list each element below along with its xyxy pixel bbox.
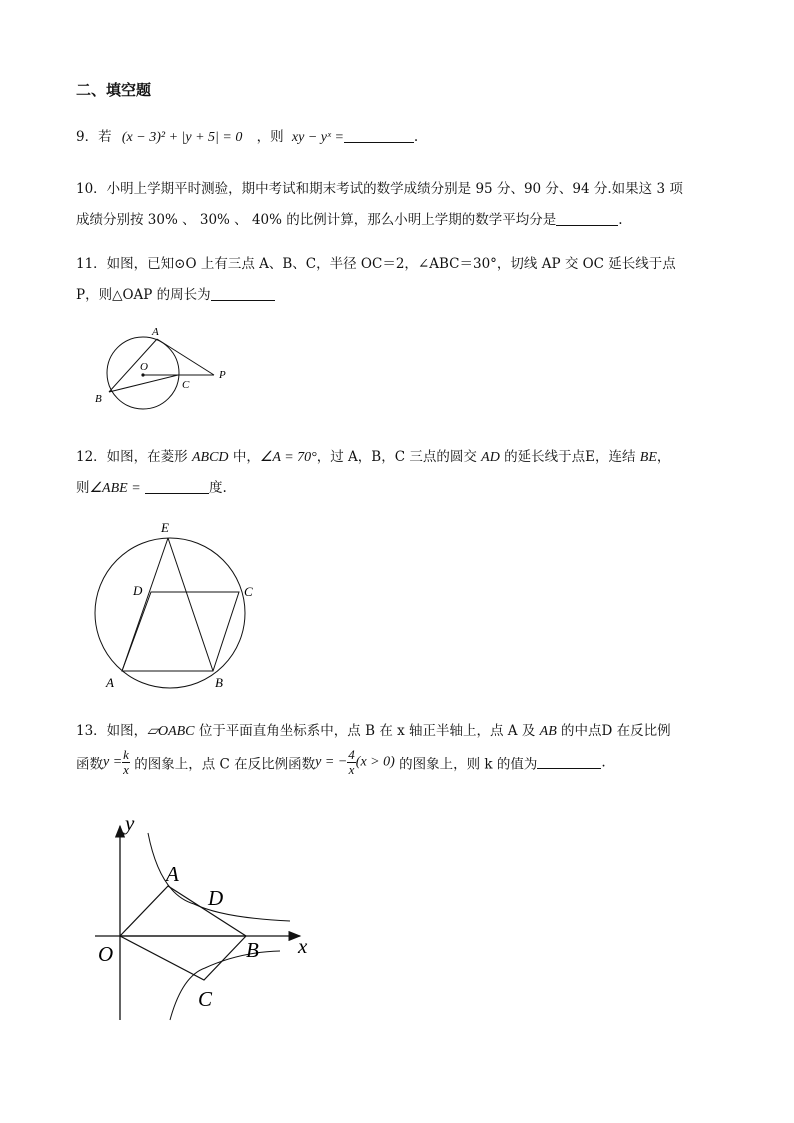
label-B: B xyxy=(215,675,223,690)
q12-text-b: 中， xyxy=(232,449,260,465)
label-O: O xyxy=(140,361,148,373)
label-C: C xyxy=(244,584,253,599)
question-9 xyxy=(76,125,418,146)
circle xyxy=(95,538,245,688)
label-P: P xyxy=(219,369,226,381)
question-number: 9． xyxy=(76,129,99,145)
q12-text-g: 度. xyxy=(208,480,227,496)
label-A: A xyxy=(152,326,159,338)
parallelogram-OABC xyxy=(120,886,246,980)
q12-text-c: ，过 A，B，C 三点的圆交 xyxy=(316,449,477,465)
figure-12-rhombus-circle xyxy=(88,515,268,695)
answer-blank[interactable] xyxy=(537,756,601,769)
q12-math-abe: ∠ABE = xyxy=(89,481,141,496)
q12-text-a: 12．如图，在菱形 xyxy=(76,449,188,465)
label-A: A xyxy=(106,675,114,690)
q13-math-ab: AB xyxy=(539,724,557,739)
label-O: O xyxy=(98,942,114,966)
label-A: A xyxy=(166,862,179,886)
circle xyxy=(107,337,179,409)
q9-expression-2: xy − yˣ = xyxy=(291,130,344,145)
q13-math-condition: (x > 0) xyxy=(355,754,395,770)
figure-11-circle-tangent xyxy=(90,320,250,410)
q13-math-y1: y = xyxy=(103,754,123,770)
q12-math-angle: ∠A = 70° xyxy=(259,450,317,465)
q13-math-y2: y = − xyxy=(315,754,348,770)
answer-blank[interactable] xyxy=(556,213,618,226)
axis-label-y: y xyxy=(125,811,135,835)
segment-BA xyxy=(109,339,157,392)
question-10-line-1: 10．小明上学期平时测验，期中考试和期末考试的数学成绩分别是 95 分、90 分、94 分.如果这 3 项 xyxy=(76,181,683,197)
answer-blank[interactable] xyxy=(211,288,275,301)
q10-end: . xyxy=(618,212,623,228)
curve-negative-4-over-x xyxy=(170,951,280,1020)
rhombus-ABCD xyxy=(122,592,239,671)
center-point xyxy=(141,373,144,376)
answer-blank[interactable] xyxy=(344,130,414,143)
q13-text-c: 的中点D 在反比例 xyxy=(561,723,671,739)
q13-text-f: 的图象上，则 k 的值为 xyxy=(399,756,538,773)
q9-expression: (x − 3)² + |y + 5| = 0 xyxy=(121,130,243,145)
q12-text-f: 则 xyxy=(76,480,90,496)
question-12-line-2 xyxy=(76,476,227,497)
question-13-line-2 xyxy=(76,748,606,777)
fraction-k-over-x xyxy=(122,748,130,777)
q9-end: . xyxy=(413,129,419,145)
question-12-line-1 xyxy=(76,445,670,466)
q13-end: . xyxy=(601,754,606,771)
q12-math-be: BE xyxy=(639,450,657,465)
q13-text-d: 函数 xyxy=(76,756,103,773)
tangent-AP xyxy=(157,339,214,375)
fraction-numerator: 4 xyxy=(348,747,355,762)
label-E: E xyxy=(161,520,169,535)
q9-pre: 若 xyxy=(98,129,112,145)
answer-blank[interactable] xyxy=(145,481,209,494)
q11-text: P，则△OAP 的周长为 xyxy=(76,287,211,303)
fraction-numerator: k xyxy=(123,747,129,762)
q13-text-e: 的图象上，点 C 在反比例函数 xyxy=(134,756,316,773)
segment-BC xyxy=(109,375,178,392)
label-C: C xyxy=(198,987,213,1011)
line-AE xyxy=(122,538,168,671)
label-B: B xyxy=(246,938,259,962)
q12-text-e: ， xyxy=(656,449,671,465)
question-11-line-1: 11．如图，已知⊙O 上有三点 A、B、C，半径 OC＝2，∠ABC＝30°，切线 AP 交 OC 延长线于点 xyxy=(76,256,676,272)
question-13-line-1 xyxy=(76,719,671,740)
q13-math-oabc: ▱OABC xyxy=(147,724,195,739)
q12-math-ad: AD xyxy=(481,450,500,465)
q13-text-b: 位于平面直角坐标系中，点 B 在 x 轴正半轴上，点 A 及 xyxy=(198,723,536,739)
label-D: D xyxy=(208,886,224,910)
q13-text-a: 13．如图， xyxy=(76,723,148,739)
fraction-denominator: x xyxy=(123,762,129,777)
question-11-line-2 xyxy=(76,283,275,303)
q10-text: 成绩分别按 30% 、 30% 、 40% 的比例计算，那么小明上学期的数学平均分是 xyxy=(76,212,557,228)
section-title: 二、填空题 xyxy=(76,81,152,99)
q9-mid: ，则 xyxy=(256,129,284,145)
label-D: D xyxy=(133,583,143,598)
label-B: B xyxy=(95,393,102,405)
q12-math-abcd: ABCD xyxy=(191,450,229,465)
label-C: C xyxy=(182,379,190,391)
fraction-denominator: x xyxy=(348,762,355,777)
axis-label-x: x xyxy=(298,934,308,958)
question-10-line-2 xyxy=(76,208,623,228)
q12-text-d: 的延长线于点E，连结 xyxy=(504,449,636,465)
figure-13-coordinate-plane xyxy=(90,808,330,1026)
fraction-4-over-x xyxy=(347,748,356,777)
line-BE xyxy=(168,538,213,671)
